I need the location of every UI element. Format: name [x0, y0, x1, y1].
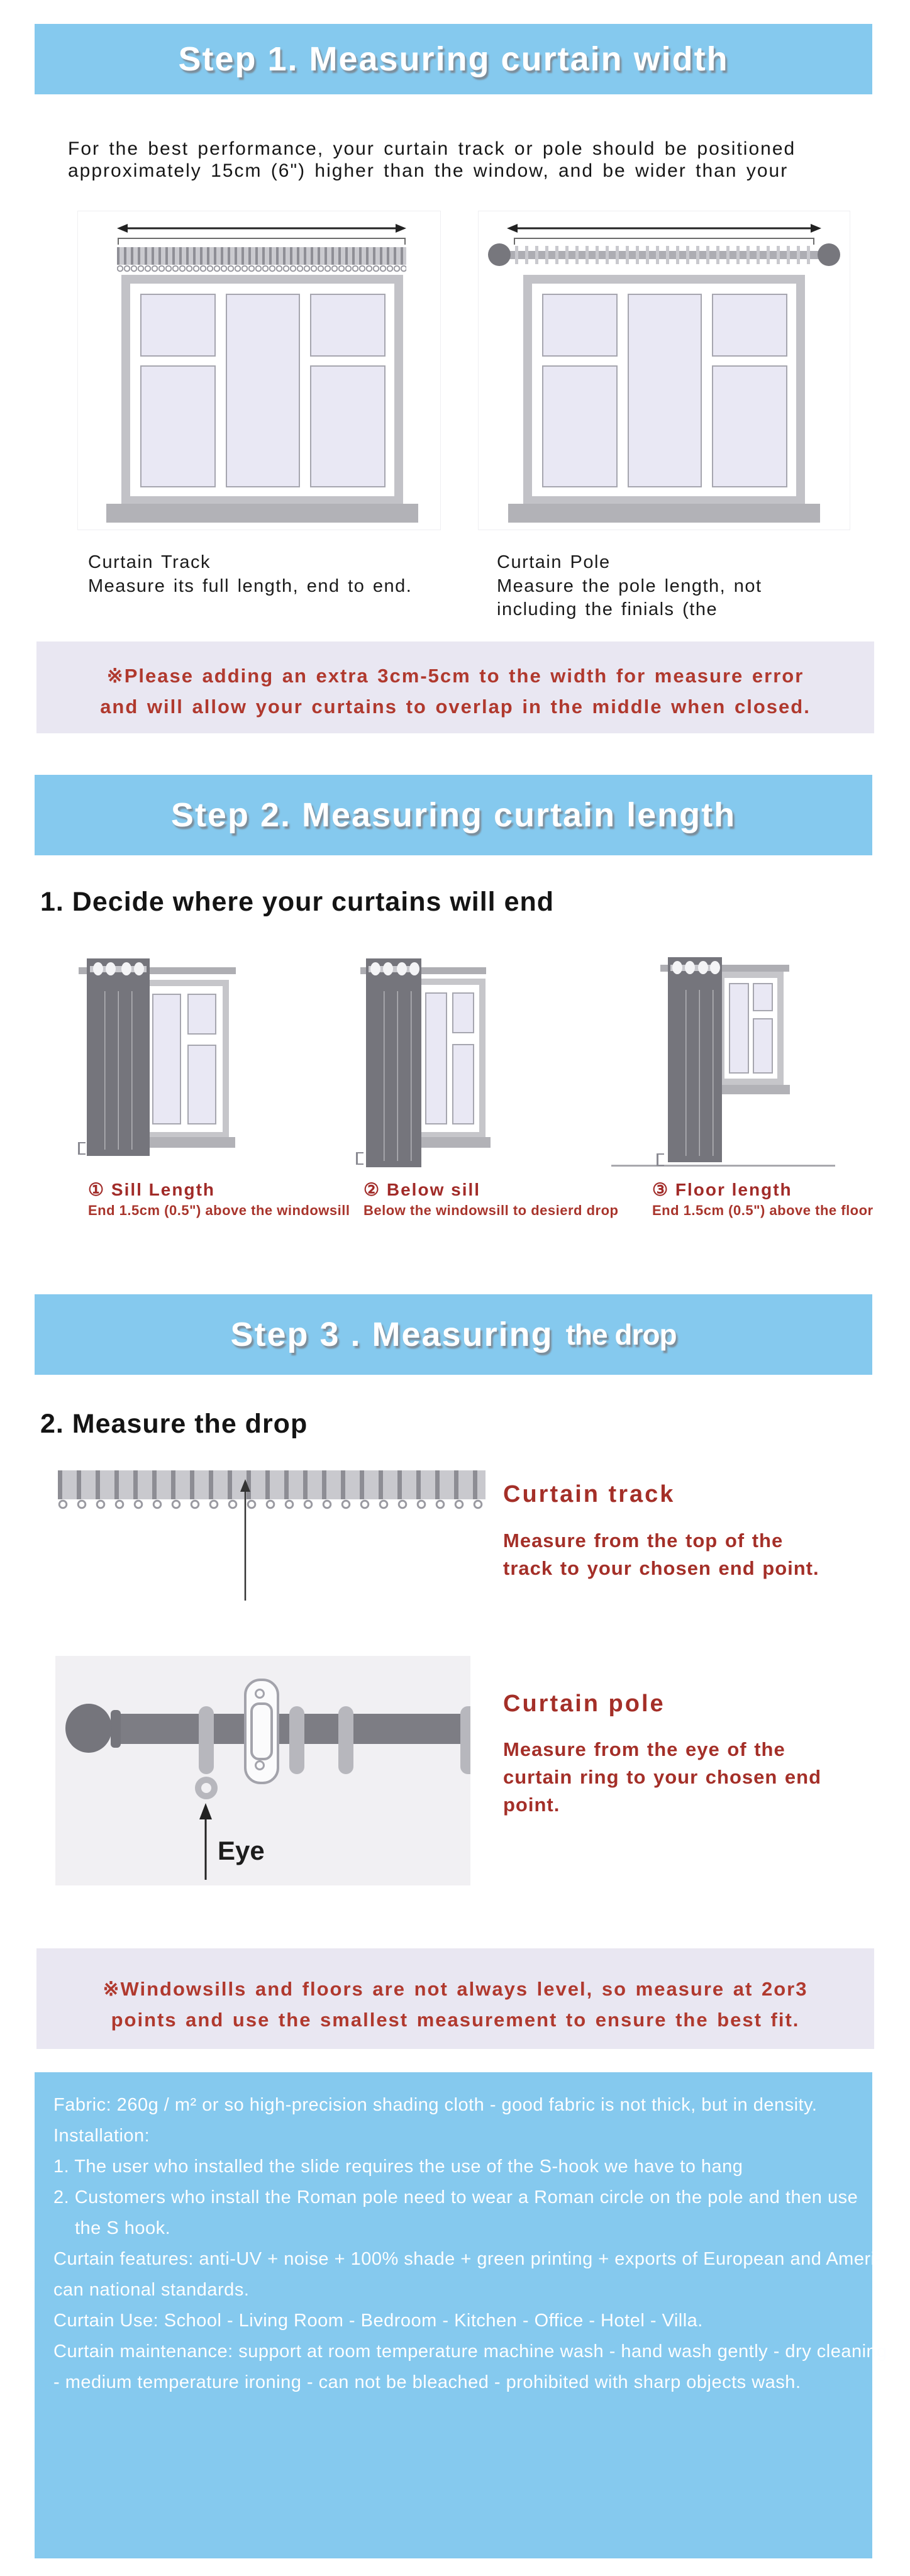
- step1-banner-title: Step 1. Measuring curtain width: [178, 40, 729, 78]
- pole-collar: [111, 1710, 121, 1748]
- grommet-icon: [685, 961, 695, 974]
- window-graphic: [523, 275, 805, 505]
- grommet-band: [668, 957, 722, 979]
- eye-arrow-icon: [197, 1803, 214, 1881]
- pole-finial-icon: [65, 1704, 112, 1753]
- curtain-ring-graphic: [199, 1706, 214, 1774]
- width-note-line2: and will allow your curtains to overlap in the middle when closed.: [100, 696, 811, 718]
- curtain-track-graphic: [58, 1470, 486, 1499]
- option3-title: [652, 1179, 792, 1200]
- up-arrow-icon: [238, 1479, 253, 1602]
- window-pane: [712, 365, 787, 487]
- product-info-line: 2. Customers who install the Roman pole need to wear a Roman circle on the pole and then use: [53, 2187, 858, 2207]
- level-note-box: [36, 1948, 874, 2049]
- grommet-band: [366, 958, 421, 980]
- track-measure-title: Curtain track: [503, 1481, 675, 1507]
- track-measure-line1: Measure from the top of the: [503, 1530, 784, 1552]
- grommet-icon: [383, 962, 393, 975]
- window-pane: [140, 365, 216, 487]
- window-graphic: [718, 972, 784, 1085]
- product-info-line: can national standards.: [53, 2280, 250, 2300]
- window-pane: [712, 294, 787, 357]
- window-pane: [425, 992, 448, 1125]
- eye-ring-icon: [195, 1777, 218, 1799]
- pole-finial-icon: [488, 243, 511, 266]
- window-pane: [187, 1045, 216, 1125]
- window-pane: [729, 983, 749, 1074]
- curtain-ring-graphic: [289, 1706, 304, 1774]
- bracket-saddle: [250, 1702, 273, 1760]
- step3-banner-title: Step 3 . Measuring: [230, 1316, 553, 1353]
- measure-mark-icon: [657, 1153, 664, 1166]
- option1-number: ①: [88, 1180, 106, 1199]
- curtain-ring-graphic: [338, 1706, 353, 1774]
- pole-measure-line1: Measure from the eye of the: [503, 1738, 785, 1760]
- window-pane: [452, 992, 475, 1034]
- pole-measure-title: Curtain pole: [503, 1690, 665, 1717]
- option3-label: Floor length: [675, 1180, 792, 1199]
- product-info-line: Curtain features: anti-UV + noise + 100% shade + green printing + exports of European and Ameri-: [53, 2249, 882, 2269]
- option2-label: Below sill: [386, 1180, 481, 1199]
- window-graphic: [121, 275, 403, 505]
- floor-line: [611, 1165, 835, 1167]
- step1-intro-line1: For the best performance, your curtain track or pole should be positioned: [68, 138, 796, 159]
- product-info-line: Installation:: [53, 2126, 150, 2146]
- windowsill-graphic: [721, 1085, 790, 1094]
- track-gliders-graphic: [117, 265, 406, 273]
- pole-measure-line3: point.: [503, 1794, 560, 1816]
- product-info-line: the S hook.: [75, 2218, 171, 2238]
- curtain-graphic: [87, 958, 150, 1156]
- curtain-folds: [371, 991, 416, 1161]
- curtain-track-graphic: [117, 247, 406, 265]
- window-pane: [542, 365, 618, 487]
- product-info-block: [35, 2072, 887, 2558]
- window-pane: [226, 294, 300, 487]
- option2-number: ②: [363, 1180, 381, 1199]
- option3-desc: End 1.5cm (0.5") above the floor: [652, 1202, 874, 1218]
- window-graphic: [140, 980, 229, 1138]
- width-arrow-icon: [507, 222, 821, 235]
- pole-rings-graphic: [515, 246, 813, 264]
- measure-mark-icon: [78, 1142, 86, 1155]
- pole-caption-line: including the finials (the: [497, 599, 718, 619]
- window-pane: [753, 983, 773, 1011]
- window-pane: [310, 365, 386, 487]
- step3-banner: [35, 1294, 872, 1375]
- curtain-folds: [673, 990, 717, 1156]
- window-graphic: [414, 979, 486, 1138]
- grommet-icon: [397, 962, 407, 975]
- pole-caption-line: Measure the pole length, not: [497, 576, 762, 596]
- grommet-icon: [672, 961, 682, 974]
- track-measure-line2: track to your chosen end point.: [503, 1557, 819, 1579]
- level-note-line2: points and use the smallest measurement to ensure the best fit.: [111, 2009, 800, 2031]
- curtain-graphic: [366, 958, 421, 1167]
- level-note-line1: ※Windowsills and floors are not always level, so measure at 2or3: [103, 1978, 808, 2000]
- bracket-screw-icon: [255, 1760, 265, 1770]
- product-info-line: Curtain maintenance: support at room temperature machine wash - hand wash gently - dry cleaning: [53, 2341, 887, 2362]
- width-arrow-icon: [117, 222, 406, 235]
- window-pane: [152, 994, 181, 1125]
- grommet-icon: [134, 962, 144, 975]
- product-info-line: - medium temperature ironing - can not be bleached - prohibited with sharp objects wash.: [53, 2372, 801, 2392]
- product-info-line: Curtain Use: School - Living Room - Bedroom - Kitchen - Office - Hotel - Villa.: [53, 2311, 703, 2331]
- option1-desc: End 1.5cm (0.5") above the windowsill: [88, 1202, 350, 1218]
- curtain-folds: [92, 991, 145, 1150]
- windowsill-graphic: [508, 504, 820, 523]
- option1-title: [88, 1179, 215, 1200]
- track-caption-line: Measure its full length, end to end.: [88, 576, 413, 596]
- grommet-icon: [370, 962, 380, 975]
- bracket-screw-icon: [255, 1689, 265, 1699]
- step3-heading: 2. Measure the drop: [40, 1409, 308, 1439]
- window-pane: [452, 1044, 475, 1125]
- track-gliders-graphic: [58, 1499, 486, 1511]
- step1-banner: [35, 24, 872, 94]
- option1-label: Sill Length: [111, 1180, 215, 1199]
- step2-banner-title: Step 2. Measuring curtain length: [170, 796, 736, 834]
- grommet-icon: [409, 962, 419, 975]
- measure-bracket-icon: [513, 237, 815, 245]
- measure-mark-icon: [356, 1152, 363, 1165]
- eye-label: Eye: [218, 1836, 265, 1865]
- option2-title: [363, 1179, 480, 1200]
- track-caption-title: Curtain Track: [88, 552, 211, 572]
- window-pane: [628, 294, 702, 487]
- grommet-icon: [121, 962, 131, 975]
- window-pane: [542, 294, 618, 357]
- window-pane: [140, 294, 216, 357]
- grommet-icon: [93, 962, 103, 975]
- windowsill-graphic: [106, 504, 418, 523]
- window-pane: [187, 994, 216, 1035]
- pole-eye-figure: [55, 1656, 470, 1885]
- window-pane: [753, 1018, 773, 1074]
- step1-intro-line2: approximately 15cm (6") higher than the window, and be wider than your: [68, 160, 789, 181]
- product-info-line: Fabric: 260g / m² or so high-precision shading cloth - good fabric is not thick, but in density.: [53, 2095, 818, 2115]
- grommet-icon: [710, 961, 720, 974]
- width-note-box: [36, 641, 874, 733]
- grommet-band: [87, 958, 150, 980]
- grommet-icon: [698, 961, 708, 974]
- curtain-graphic: [668, 957, 722, 1162]
- measure-bracket-icon: [117, 237, 406, 245]
- pole-measure-line2: curtain ring to your chosen end: [503, 1766, 822, 1788]
- curtain-ring-graphic: [460, 1706, 470, 1774]
- track-window-figure: [77, 211, 441, 530]
- option3-number: ③: [652, 1180, 670, 1199]
- pole-finial-icon: [818, 243, 840, 266]
- windowsill-graphic: [416, 1137, 491, 1148]
- step2-banner: [35, 775, 872, 855]
- option2-desc: Below the windowsill to desierd drop: [363, 1202, 619, 1218]
- step3-banner-subtitle: the drop: [565, 1318, 677, 1351]
- pole-caption-title: Curtain Pole: [497, 552, 611, 572]
- width-note-line1: ※Please adding an extra 3cm-5cm to the width for measure error: [106, 665, 804, 687]
- step2-heading: 1. Decide where your curtains will end: [40, 887, 555, 917]
- product-info-line: 1. The user who installed the slide requires the use of the S-hook we have to hang: [53, 2157, 743, 2177]
- window-pane: [310, 294, 386, 357]
- pole-window-figure: [478, 211, 850, 530]
- grommet-icon: [106, 962, 116, 975]
